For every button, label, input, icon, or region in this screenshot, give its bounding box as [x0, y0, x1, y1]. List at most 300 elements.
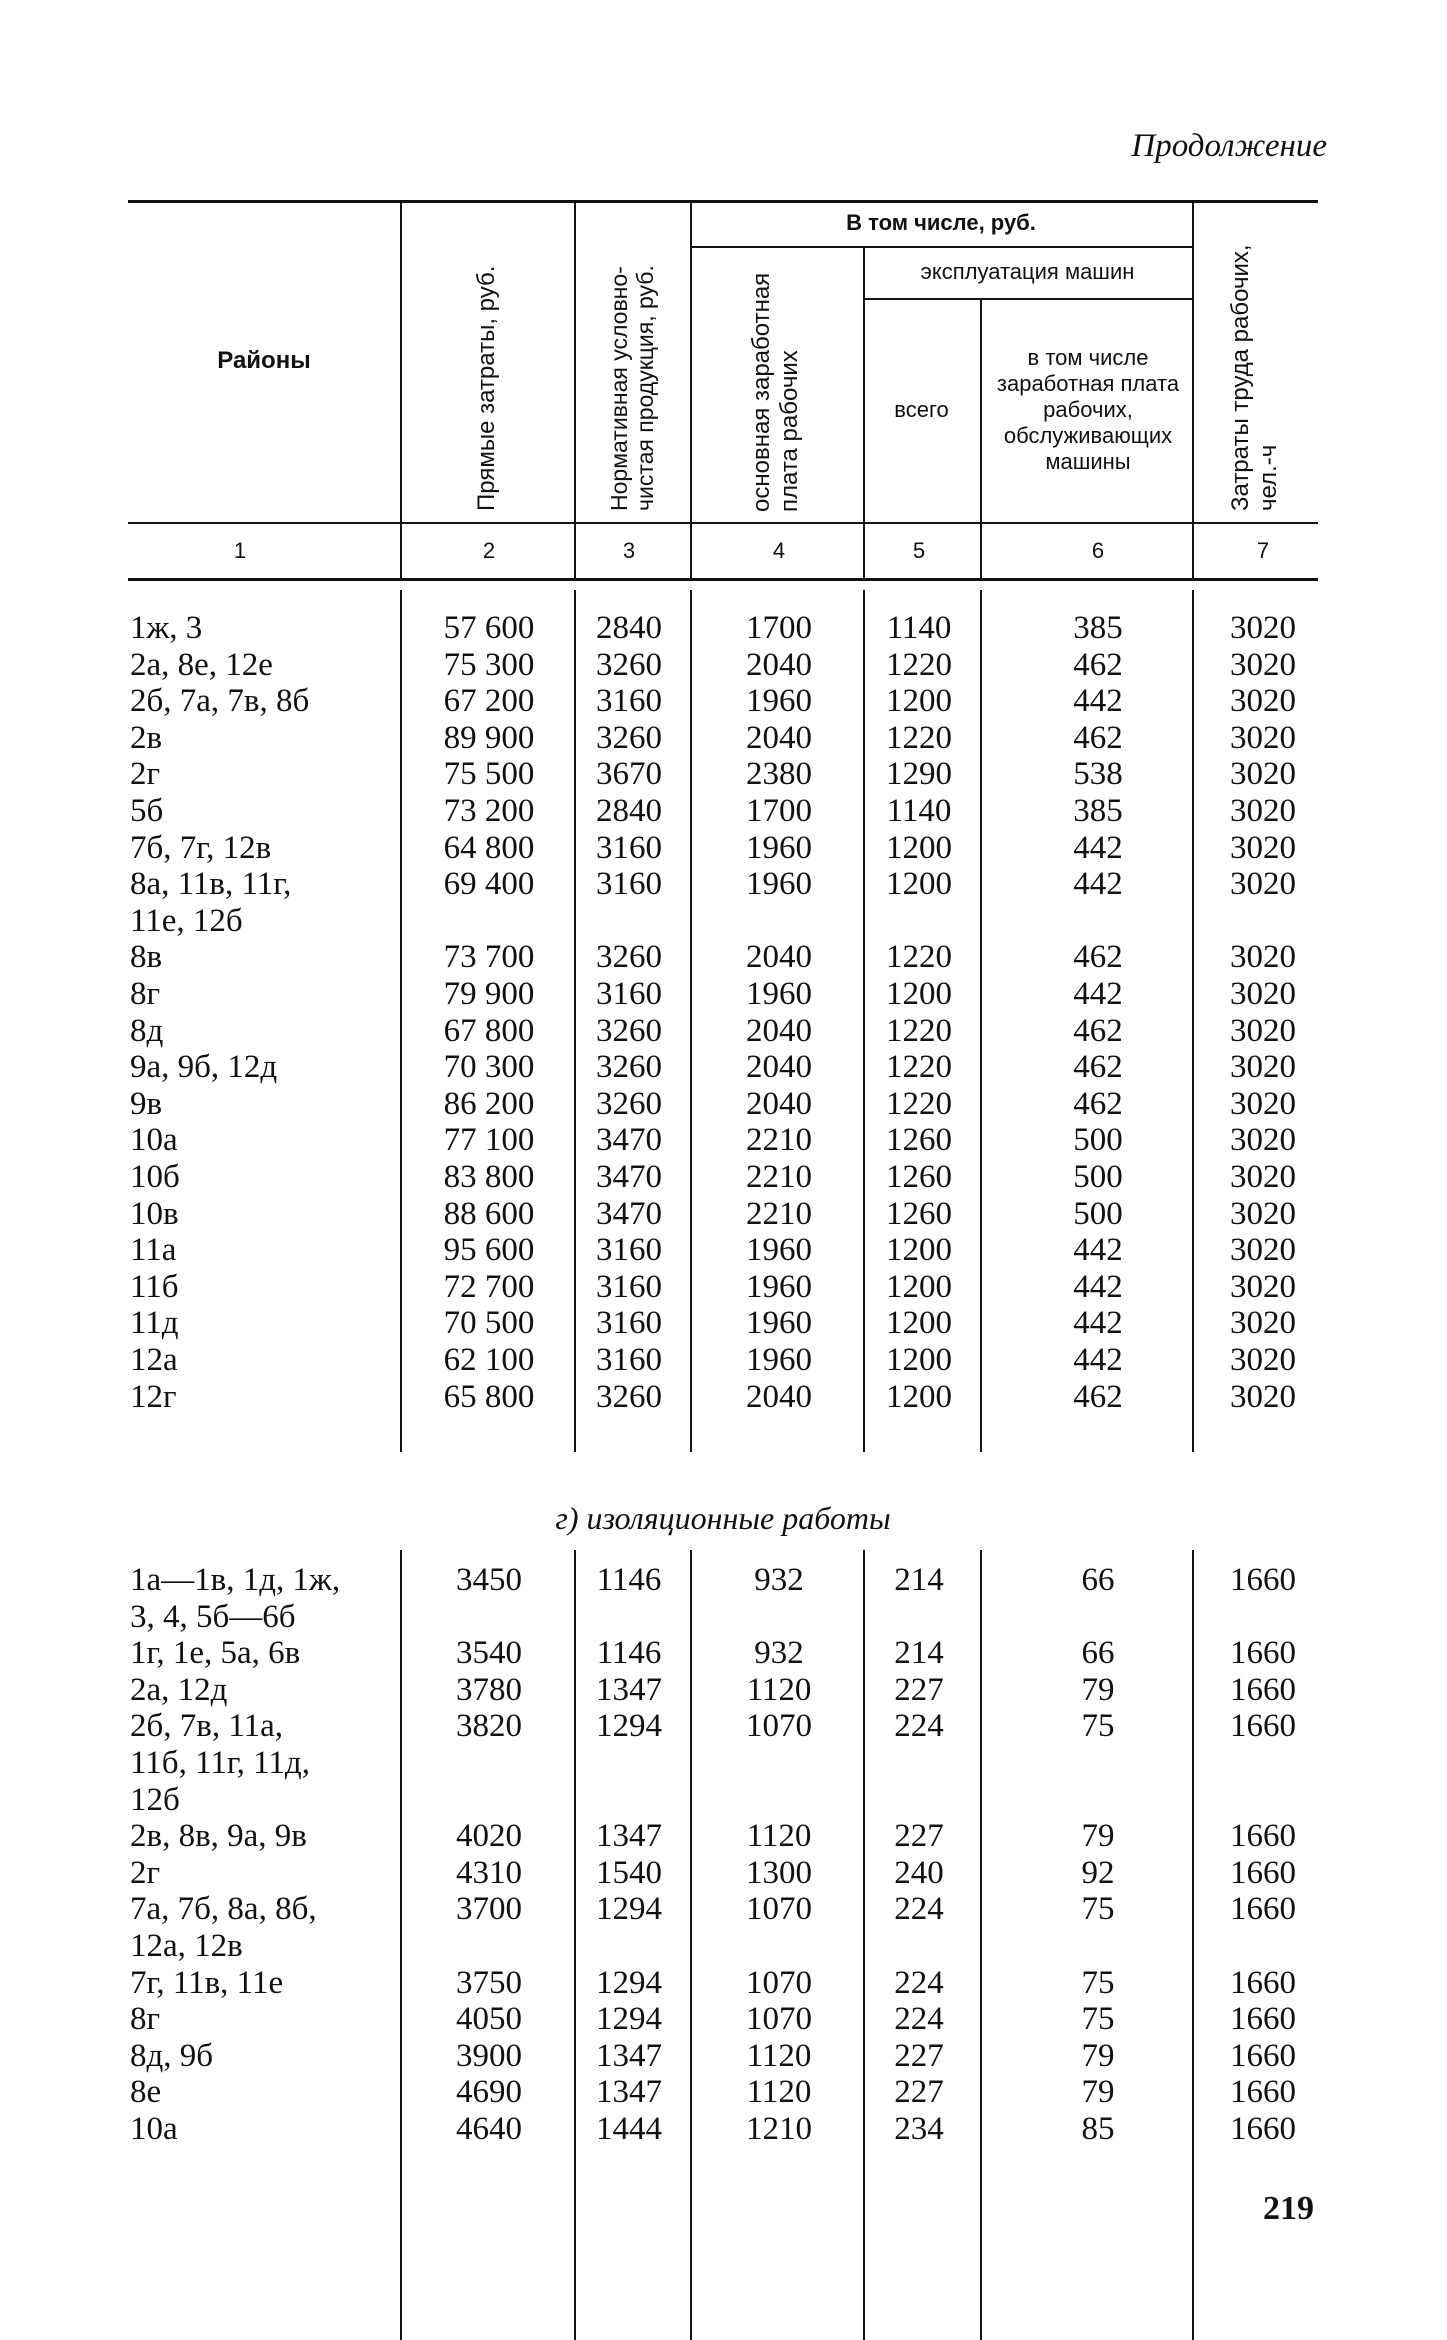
header-total: всего	[894, 397, 949, 422]
table-row	[128, 1891, 1318, 1928]
region-cell: 2б, 7а, 7в, 8б	[130, 683, 310, 720]
region-cell: 8г	[130, 976, 161, 1012]
value-cell-c5: 1290	[886, 756, 952, 793]
value-cell-c3: 3670	[596, 756, 662, 793]
value-cell-c3: 3260	[596, 939, 662, 976]
col-number-7: 7	[1256, 538, 1270, 563]
table-row	[128, 1086, 1318, 1123]
value-cell-c6: 442	[1073, 976, 1123, 1012]
value-cell-c4: 1120	[746, 2074, 812, 2111]
value-cell-c6: 538	[1073, 756, 1123, 793]
value-cell-c2: 3540	[456, 1635, 522, 1672]
value-cell-c4: 2210	[746, 1195, 812, 1232]
value-cell-c3: 3260	[596, 1378, 662, 1415]
value-cell-c2: 62 100	[443, 1342, 535, 1378]
value-cell-c4: 2040	[746, 719, 812, 756]
value-cell-c5: 214	[894, 1562, 944, 1598]
vline-6	[1192, 200, 1194, 578]
value-cell-c5: 227	[894, 2074, 944, 2111]
value-cell-c3: 3260	[596, 646, 662, 683]
table-row	[128, 830, 1318, 867]
region-cell: 2б, 7в, 11а,	[130, 1708, 284, 1745]
value-cell-c3: 2840	[596, 610, 662, 646]
page-number: 219	[1263, 2190, 1314, 2227]
table-row	[128, 1562, 1318, 1599]
value-cell-c5: 224	[894, 2001, 944, 2038]
value-cell-c4: 1960	[746, 866, 812, 903]
region-cell: 2а, 12д	[130, 1671, 228, 1708]
table-row	[128, 1379, 1318, 1416]
region-cell: 8д, 9б	[130, 2037, 214, 2074]
value-cell-c3: 1347	[596, 2074, 662, 2111]
region-cell: 10в	[130, 1195, 179, 1232]
region-cell: 7а, 7б, 8а, 8б,	[130, 1891, 317, 1928]
value-cell-c6: 79	[1081, 2037, 1115, 2074]
region-cell: 5б	[130, 793, 164, 829]
value-cell-c3: 1146	[596, 1635, 662, 1672]
value-cell-c6: 85	[1081, 2111, 1115, 2147]
value-cell-c2: 3900	[456, 2037, 522, 2074]
value-cell-c3: 1294	[596, 1891, 662, 1928]
value-cell-c4: 1700	[746, 610, 812, 646]
region-cell: 8г	[130, 2001, 161, 2038]
region-cell: 8д	[130, 1012, 164, 1049]
value-cell-c2: 57 600	[443, 610, 535, 646]
region-cell: 2г	[130, 756, 161, 793]
value-cell-c5: 227	[894, 2037, 944, 2074]
value-cell-c3: 1146	[596, 1562, 662, 1598]
value-cell-c7: 3020	[1230, 756, 1296, 793]
section2-title: г) изоляционные работы	[555, 1500, 891, 1536]
value-cell-c5: 1220	[886, 719, 952, 756]
region-cell: 7б, 7г, 12в	[130, 829, 272, 866]
value-cell-c5: 1220	[886, 1085, 952, 1122]
value-cell-c7: 1660	[1230, 2111, 1296, 2147]
region-cell: 12а	[130, 1342, 178, 1378]
value-cell-c7: 1660	[1230, 1635, 1296, 1672]
value-cell-c4: 2040	[746, 1049, 812, 1086]
value-cell-c4: 1960	[746, 1268, 812, 1305]
header-regions: Районы	[217, 347, 311, 374]
value-cell-c7: 1660	[1230, 1708, 1296, 1745]
value-cell-c3: 3160	[596, 829, 662, 866]
value-cell-c7: 1660	[1230, 1562, 1296, 1598]
value-cell-c5: 1200	[886, 1378, 952, 1415]
body-rule	[128, 578, 1318, 581]
value-cell-c5: 1220	[886, 1012, 952, 1049]
value-cell-c6: 75	[1081, 1964, 1115, 2001]
table-row	[128, 720, 1318, 757]
region-cell: 3, 4, 5б—6б	[130, 1598, 296, 1635]
value-cell-c4: 1070	[746, 1708, 812, 1745]
header-rule	[128, 522, 1318, 524]
value-cell-c6: 442	[1073, 866, 1123, 903]
region-cell: 8е	[130, 2074, 162, 2111]
table-row	[128, 610, 1318, 647]
value-cell-c3: 2840	[596, 793, 662, 829]
value-cell-c2: 4050	[456, 2001, 522, 2038]
table-row	[128, 1928, 1318, 1965]
region-cell: 2а, 8е, 12е	[130, 646, 273, 683]
value-cell-c3: 3470	[596, 1159, 662, 1195]
value-cell-c4: 1960	[746, 1232, 812, 1269]
value-cell-c6: 462	[1073, 1049, 1123, 1086]
value-cell-c6: 385	[1073, 610, 1123, 646]
value-cell-c7: 3020	[1230, 1012, 1296, 1049]
value-cell-c3: 3160	[596, 976, 662, 1012]
region-cell: 1г, 1е, 5а, 6в	[130, 1635, 301, 1672]
value-cell-c7: 3020	[1230, 1122, 1296, 1159]
value-cell-c2: 3780	[456, 1671, 522, 1708]
vline-3	[690, 200, 692, 578]
value-cell-c6: 66	[1081, 1562, 1115, 1598]
value-cell-c6: 442	[1073, 1232, 1123, 1269]
value-cell-c5: 227	[894, 1671, 944, 1708]
value-cell-c2: 69 400	[443, 866, 535, 903]
value-cell-c2: 4640	[456, 2111, 522, 2147]
region-cell: 11б, 11г, 11д,	[130, 1745, 310, 1781]
header-labor: Затраты труда рабочих, чел.-ч	[1227, 244, 1282, 511]
table-row	[128, 1196, 1318, 1233]
value-cell-c7: 3020	[1230, 1085, 1296, 1122]
value-cell-c3: 3260	[596, 1012, 662, 1049]
value-cell-c6: 500	[1073, 1159, 1123, 1195]
value-cell-c3: 1540	[596, 1854, 662, 1891]
region-cell: 2в	[130, 719, 163, 756]
table-row	[128, 1635, 1318, 1672]
value-cell-c4: 1120	[746, 1671, 812, 1708]
region-cell: 12г	[130, 1378, 177, 1415]
value-cell-c4: 932	[754, 1635, 804, 1672]
value-cell-c5: 1200	[886, 1268, 952, 1305]
value-cell-c2: 67 200	[443, 683, 535, 720]
value-cell-c2: 77 100	[443, 1122, 535, 1159]
value-cell-c7: 3020	[1230, 646, 1296, 683]
table-row	[128, 683, 1318, 720]
value-cell-c6: 75	[1081, 1708, 1115, 1745]
col-number-4: 4	[772, 538, 786, 563]
col-number-3: 3	[622, 538, 636, 563]
region-cell: 2г	[130, 1854, 161, 1891]
table-row	[128, 1122, 1318, 1159]
region-cell: 10а	[130, 1122, 178, 1159]
value-cell-c5: 1140	[886, 793, 952, 829]
table-row	[128, 1745, 1318, 1782]
table-row	[128, 866, 1318, 903]
value-cell-c4: 2040	[746, 1378, 812, 1415]
value-cell-c5: 1200	[886, 866, 952, 903]
value-cell-c5: 224	[894, 1891, 944, 1928]
value-cell-c3: 3260	[596, 1049, 662, 1086]
value-cell-c3: 3160	[596, 1232, 662, 1269]
value-cell-c5: 240	[894, 1854, 944, 1891]
value-cell-c7: 3020	[1230, 829, 1296, 866]
region-cell: 7г, 11в, 11е	[130, 1964, 284, 2001]
value-cell-c2: 83 800	[443, 1159, 535, 1195]
value-cell-c4: 1960	[746, 1305, 812, 1342]
value-cell-c6: 75	[1081, 1891, 1115, 1928]
value-cell-c2: 64 800	[443, 829, 535, 866]
header-machine-op: эксплуатация машин	[920, 259, 1135, 284]
table-row	[128, 2038, 1318, 2075]
value-cell-c5: 224	[894, 1708, 944, 1745]
value-cell-c6: 462	[1073, 1085, 1123, 1122]
value-cell-c6: 92	[1081, 1854, 1115, 1891]
value-cell-c2: 72 700	[443, 1268, 535, 1305]
value-cell-c2: 67 800	[443, 1012, 535, 1049]
value-cell-c4: 1120	[746, 1818, 812, 1855]
value-cell-c5: 224	[894, 1964, 944, 2001]
value-cell-c3: 3260	[596, 719, 662, 756]
table-row	[128, 1013, 1318, 1050]
value-cell-c5: 1220	[886, 939, 952, 976]
vline-2	[574, 200, 576, 578]
value-cell-c5: 214	[894, 1635, 944, 1672]
value-cell-c2: 79 900	[443, 976, 535, 1012]
value-cell-c6: 462	[1073, 646, 1123, 683]
value-cell-c5: 1200	[886, 976, 952, 1012]
value-cell-c4: 2380	[746, 756, 812, 793]
table-row	[128, 1818, 1318, 1855]
value-cell-c3: 1347	[596, 1818, 662, 1855]
region-cell: 1а—1в, 1д, 1ж,	[130, 1562, 341, 1598]
value-cell-c4: 2040	[746, 1012, 812, 1049]
value-cell-c7: 1660	[1230, 2074, 1296, 2111]
header-base-wages: основная заработная плата рабочих	[748, 272, 803, 512]
region-cell: 10а	[130, 2111, 178, 2147]
value-cell-c7: 3020	[1230, 719, 1296, 756]
value-cell-c3: 3470	[596, 1195, 662, 1232]
value-cell-c4: 1120	[746, 2037, 812, 2074]
value-cell-c6: 442	[1073, 1305, 1123, 1342]
value-cell-c7: 3020	[1230, 1305, 1296, 1342]
value-cell-c2: 3700	[456, 1891, 522, 1928]
value-cell-c7: 3020	[1230, 1195, 1296, 1232]
region-cell: 11д	[130, 1305, 179, 1342]
table-row	[128, 1965, 1318, 2002]
value-cell-c2: 3820	[456, 1708, 522, 1745]
value-cell-c2: 4020	[456, 1818, 522, 1855]
value-cell-c7: 1660	[1230, 1818, 1296, 1855]
value-cell-c6: 79	[1081, 1671, 1115, 1708]
value-cell-c4: 2210	[746, 1159, 812, 1195]
region-cell: 11е, 12б	[130, 902, 243, 939]
region-cell: 11а	[130, 1232, 177, 1269]
value-cell-c3: 1444	[596, 2111, 662, 2147]
value-cell-c7: 1660	[1230, 2037, 1296, 2074]
value-cell-c2: 65 800	[443, 1378, 535, 1415]
value-cell-c7: 3020	[1230, 1342, 1296, 1378]
table-row	[128, 1159, 1318, 1196]
vline-5	[980, 298, 982, 578]
value-cell-c4: 1300	[746, 1854, 812, 1891]
value-cell-c5: 234	[894, 2111, 944, 2147]
value-cell-c3: 3260	[596, 1085, 662, 1122]
value-cell-c4: 1070	[746, 2001, 812, 2038]
value-cell-c2: 86 200	[443, 1085, 535, 1122]
region-cell: 9в	[130, 1085, 163, 1122]
value-cell-c5: 1260	[886, 1195, 952, 1232]
value-cell-c7: 3020	[1230, 793, 1296, 829]
value-cell-c7: 3020	[1230, 1268, 1296, 1305]
value-cell-c5: 1200	[886, 1232, 952, 1269]
col-number-6: 6	[1091, 538, 1105, 563]
value-cell-c2: 89 900	[443, 719, 535, 756]
value-cell-c4: 1210	[746, 2111, 812, 2147]
header-direct-costs: Прямые затраты, руб.	[473, 265, 500, 511]
continuation-label: Продолжение	[1131, 128, 1327, 164]
table-row	[128, 1708, 1318, 1745]
value-cell-c4: 2040	[746, 1085, 812, 1122]
value-cell-c2: 95 600	[443, 1232, 535, 1269]
value-cell-c2: 73 200	[443, 793, 535, 829]
value-cell-c5: 227	[894, 1818, 944, 1855]
value-cell-c6: 500	[1073, 1122, 1123, 1159]
table-row	[128, 903, 1318, 940]
table-row	[128, 1855, 1318, 1892]
value-cell-c4: 1070	[746, 1891, 812, 1928]
region-cell: 1ж, 3	[130, 610, 203, 646]
value-cell-c7: 3020	[1230, 866, 1296, 903]
table-row	[128, 2074, 1318, 2111]
value-cell-c2: 4310	[456, 1854, 522, 1891]
table-row	[128, 1782, 1318, 1819]
value-cell-c4: 2040	[746, 646, 812, 683]
value-cell-c6: 79	[1081, 1818, 1115, 1855]
region-cell: 9а, 9б, 12д	[130, 1049, 278, 1086]
value-cell-c3: 3160	[596, 1342, 662, 1378]
value-cell-c7: 3020	[1230, 610, 1296, 646]
value-cell-c7: 1660	[1230, 2001, 1296, 2038]
value-cell-c7: 1660	[1230, 1964, 1296, 2001]
value-cell-c7: 3020	[1230, 1049, 1296, 1086]
value-cell-c4: 932	[754, 1562, 804, 1598]
region-cell: 8в	[130, 939, 163, 976]
value-cell-c5: 1220	[886, 1049, 952, 1086]
value-cell-c2: 70 500	[443, 1305, 535, 1342]
table-row	[128, 1305, 1318, 1342]
value-cell-c6: 500	[1073, 1195, 1123, 1232]
table-row	[128, 1049, 1318, 1086]
value-cell-c3: 1294	[596, 1708, 662, 1745]
value-cell-c2: 4690	[456, 2074, 522, 2111]
value-cell-c6: 462	[1073, 719, 1123, 756]
value-cell-c3: 1347	[596, 2037, 662, 2074]
value-cell-c2: 73 700	[443, 939, 535, 976]
table-row	[128, 2111, 1318, 2148]
value-cell-c6: 66	[1081, 1635, 1115, 1672]
table-row	[128, 1232, 1318, 1269]
value-cell-c3: 3160	[596, 866, 662, 903]
value-cell-c5: 1220	[886, 646, 952, 683]
value-cell-c4: 1960	[746, 683, 812, 720]
value-cell-c2: 3750	[456, 1964, 522, 2001]
value-cell-c6: 462	[1073, 1378, 1123, 1415]
value-cell-c7: 1660	[1230, 1671, 1296, 1708]
table-row	[128, 1269, 1318, 1306]
value-cell-c7: 3020	[1230, 1232, 1296, 1269]
table-row	[128, 756, 1318, 793]
value-cell-c4: 1070	[746, 1964, 812, 2001]
value-cell-c5: 1260	[886, 1159, 952, 1195]
region-cell: 12а, 12в	[130, 1928, 243, 1964]
value-cell-c6: 442	[1073, 829, 1123, 866]
value-cell-c2: 88 600	[443, 1195, 535, 1232]
value-cell-c2: 75 500	[443, 756, 535, 793]
value-cell-c6: 462	[1073, 1012, 1123, 1049]
value-cell-c3: 3160	[596, 683, 662, 720]
region-cell: 11б	[130, 1268, 179, 1305]
value-cell-c3: 1347	[596, 1671, 662, 1708]
col-number-2: 2	[482, 538, 496, 563]
value-cell-c2: 70 300	[443, 1049, 535, 1086]
value-cell-c4: 2040	[746, 939, 812, 976]
table-row	[128, 2001, 1318, 2038]
value-cell-c4: 2210	[746, 1122, 812, 1159]
value-cell-c6: 442	[1073, 1268, 1123, 1305]
value-cell-c7: 3020	[1230, 683, 1296, 720]
value-cell-c2: 75 300	[443, 646, 535, 683]
value-cell-c3: 3470	[596, 1122, 662, 1159]
col-number-5: 5	[912, 538, 926, 563]
value-cell-c3: 3160	[596, 1305, 662, 1342]
table-row	[128, 939, 1318, 976]
value-cell-c4: 1960	[746, 1342, 812, 1378]
header-incl-group: В том числе, руб.	[846, 210, 1036, 235]
value-cell-c3: 1294	[596, 2001, 662, 2038]
value-cell-c6: 442	[1073, 1342, 1123, 1378]
value-cell-c7: 3020	[1230, 1378, 1296, 1415]
value-cell-c7: 3020	[1230, 939, 1296, 976]
value-cell-c6: 462	[1073, 939, 1123, 976]
value-cell-c5: 1140	[886, 610, 952, 646]
value-cell-c4: 1960	[746, 976, 812, 1012]
value-cell-c7: 1660	[1230, 1891, 1296, 1928]
value-cell-c3: 1294	[596, 1964, 662, 2001]
value-cell-c7: 3020	[1230, 1159, 1296, 1195]
vline-1	[400, 200, 402, 578]
table-row	[128, 1342, 1318, 1379]
value-cell-c6: 385	[1073, 793, 1123, 829]
value-cell-c4: 1960	[746, 829, 812, 866]
col-number-1: 1	[233, 538, 247, 563]
table-row	[128, 647, 1318, 684]
table-row	[128, 1599, 1318, 1636]
table-row	[128, 1672, 1318, 1709]
value-cell-c2: 3450	[456, 1562, 522, 1598]
value-cell-c6: 79	[1081, 2074, 1115, 2111]
value-cell-c5: 1260	[886, 1122, 952, 1159]
value-cell-c7: 3020	[1230, 976, 1296, 1012]
value-cell-c3: 3160	[596, 1268, 662, 1305]
value-cell-c5: 1200	[886, 1342, 952, 1378]
table-row	[128, 976, 1318, 1013]
table-row	[128, 793, 1318, 830]
header-net-product: Нормативная условно-чистая продукция, руб.	[606, 265, 658, 511]
value-cell-c4: 1700	[746, 793, 812, 829]
value-cell-c6: 75	[1081, 2001, 1115, 2038]
region-cell: 2в, 8в, 9а, 9в	[130, 1818, 307, 1855]
value-cell-c6: 442	[1073, 683, 1123, 720]
value-cell-c5: 1200	[886, 829, 952, 866]
region-cell: 10б	[130, 1159, 180, 1195]
region-cell: 8а, 11в, 11г,	[130, 866, 292, 903]
region-cell: 12б	[130, 1781, 180, 1818]
value-cell-c7: 1660	[1230, 1854, 1296, 1891]
header-incl-wages: в том числе заработная плата рабочих, обслуживающих машины	[996, 345, 1180, 474]
value-cell-c5: 1200	[886, 683, 952, 720]
value-cell-c5: 1200	[886, 1305, 952, 1342]
